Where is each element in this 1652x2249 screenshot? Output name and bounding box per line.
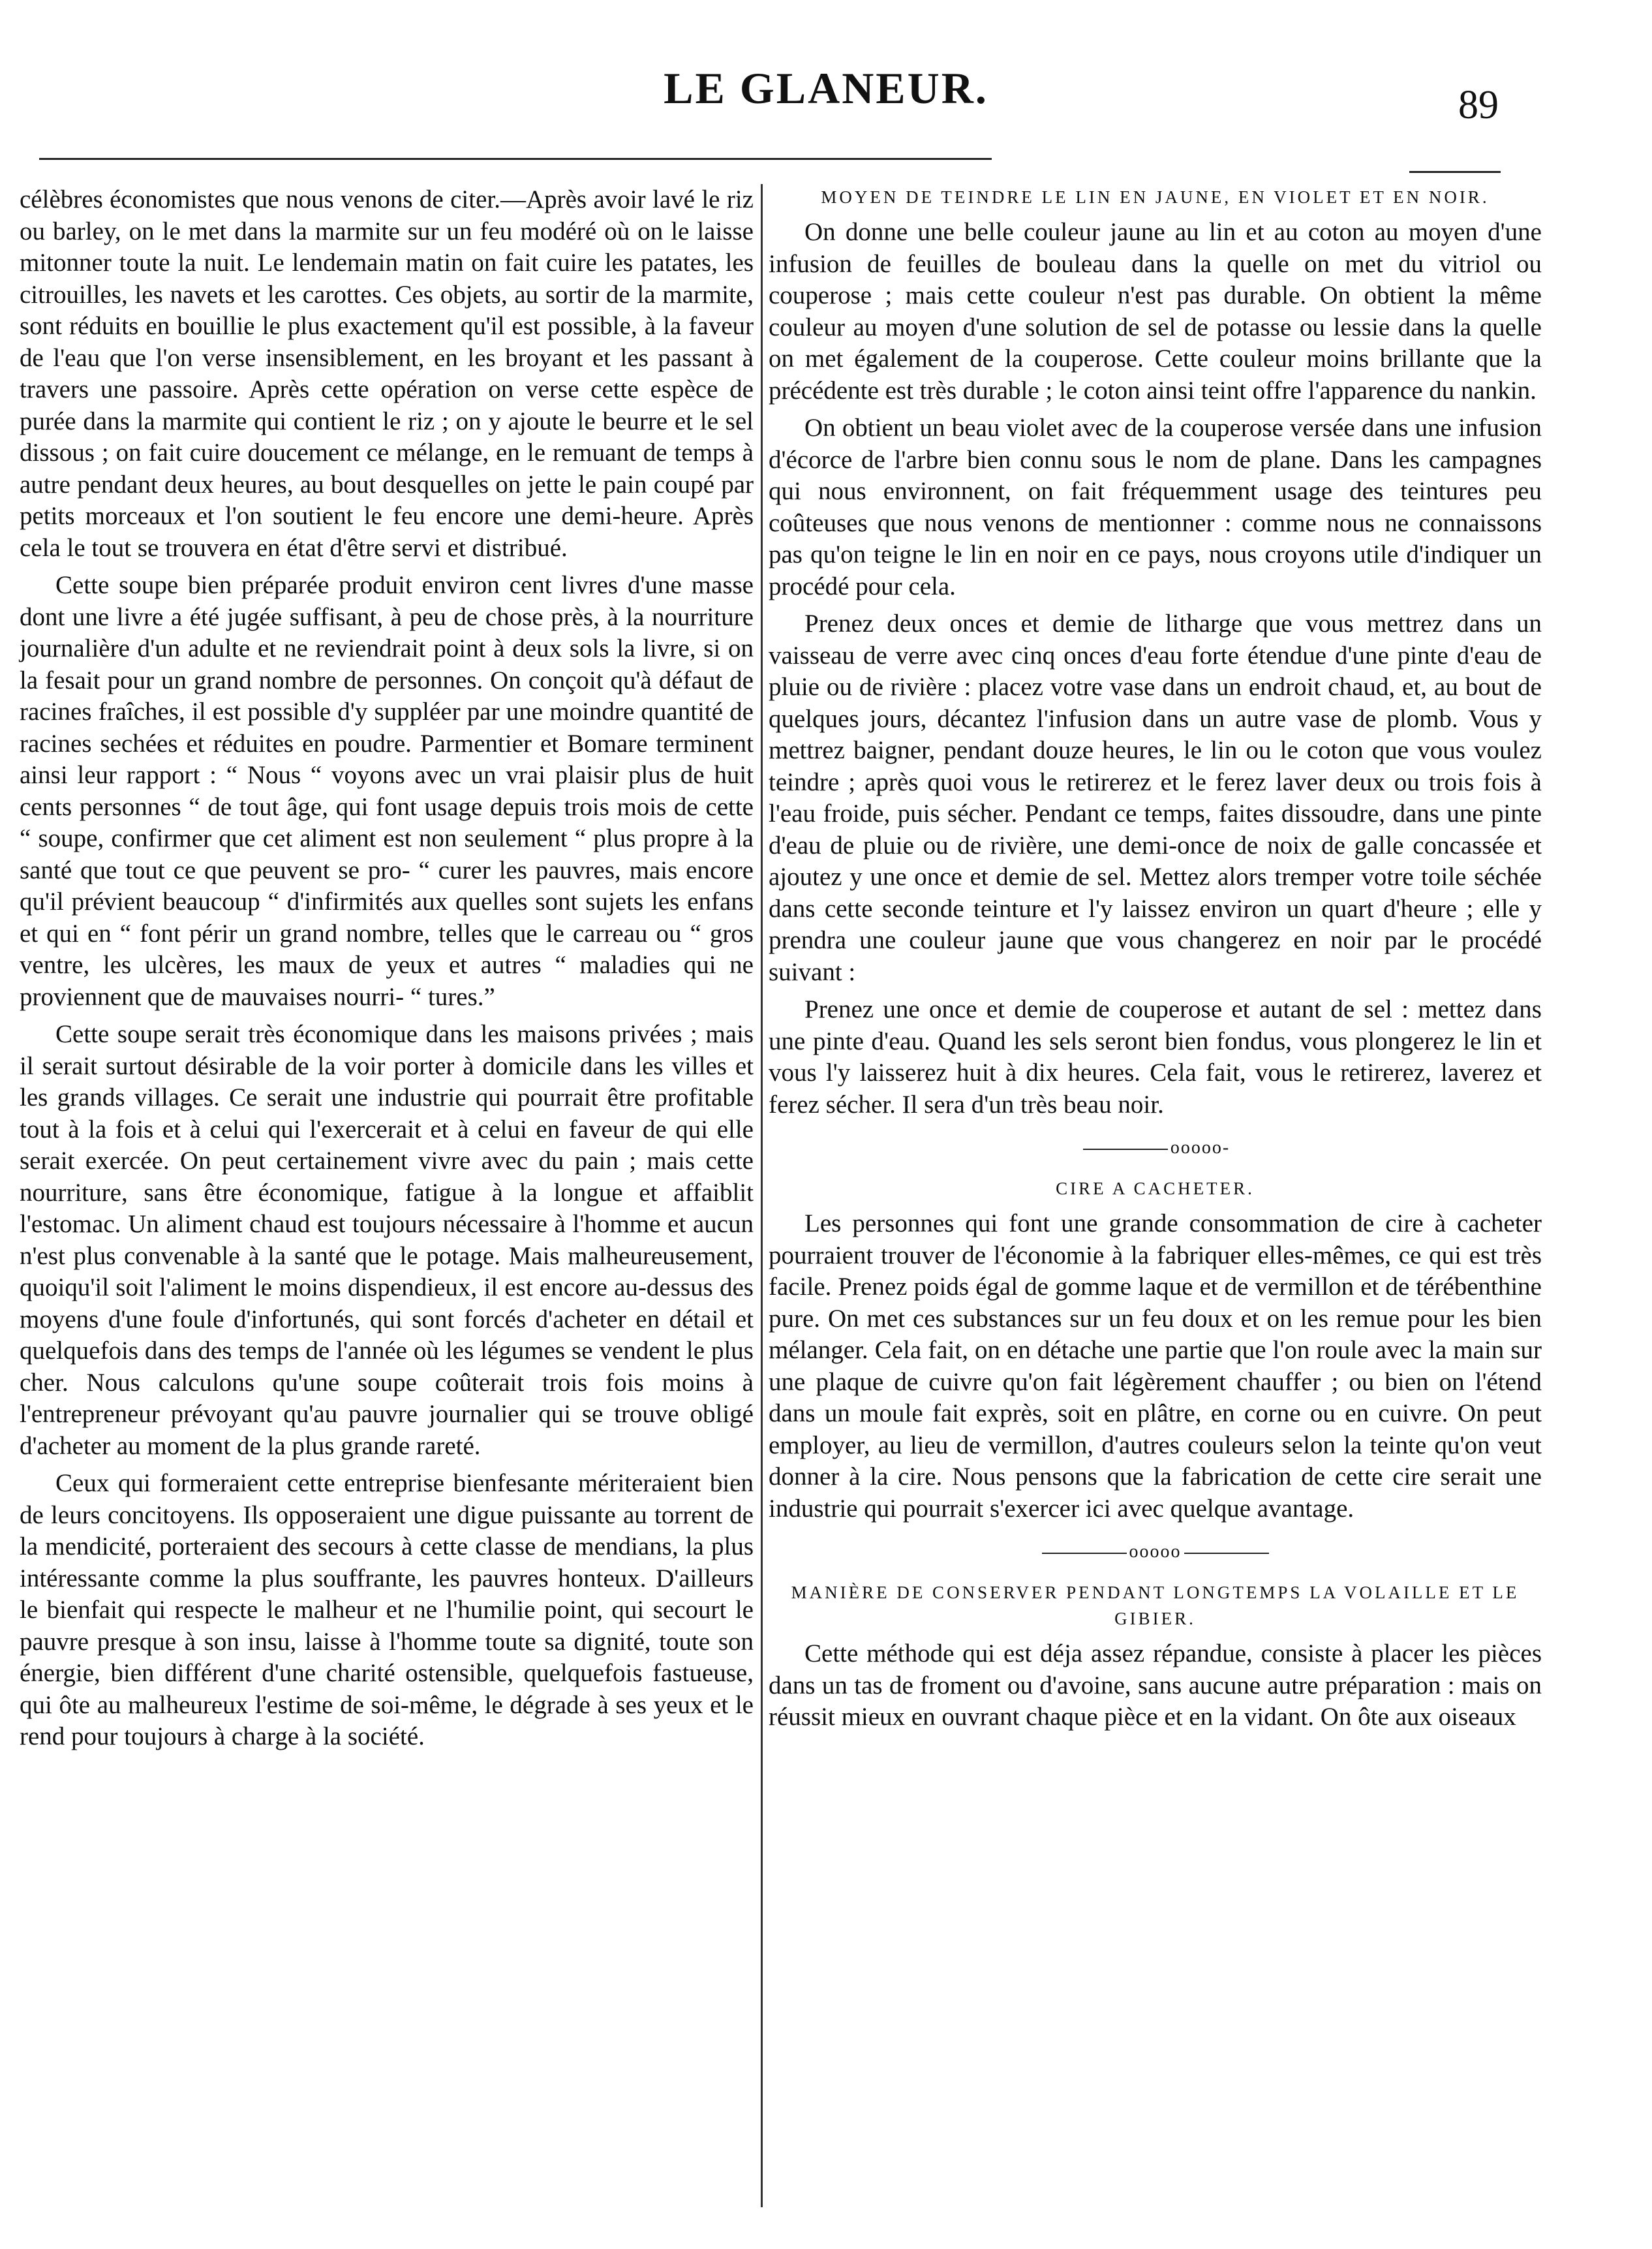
section-separator (769, 1135, 1542, 1161)
article-paragraph: Cette soupe bien préparée produit environ cent livres d'une masse dont une livre a été jugée suffisant, à peu de chose près, à la nourriture journalière d'un adulte et ne reviendrait point à deux sols la livre, si on la fesait pour un grand nombre de personnes. On conçoit qu'à défaut de racines fraîches, il est possible d'y suppléer par une moindre quantité de racines sechées et réduites en poudre. Parmentier et Bomare terminent ainsi leur rapport : “ Nous “ voyons avec un vrai plaisir plus de huit cents personnes “ de tout âge, qui font usage depuis trois mois de cette “ soupe, confirmer que cet aliment est non seulement “ plus propre à la santé que tout ce que peuvent se pro- “ curer les pauvres, mais encore qu'il prévient beaucoup “ d'infirmités aux quelles sont sujets les enfans et qui en “ font périr un grand nombre, telles que le carreau ou “ gros ventre, les ulcères, les maux de yeux et autres “ maladies qui ne proviennent que de mauvaises nourri- “ tures.” (20, 571, 754, 1011)
section-heading: MOYEN DE TEINDRE LE LIN EN JAUNE, EN VIOLET ET EN NOIR. (821, 187, 1490, 207)
left-column (20, 184, 754, 1753)
article-paragraph: Cette soupe serait très économique dans les maisons privées ; mais il serait surtout désirable de la voir porter à domicile dans les villes et les grands villages. Ce serait une industrie qui pourrait être profitable tout à la fois et à celui qui l'exercerait et à celui en faveur de qui elle serait exercée. On peut certainement vivre avec du pain ; mais cette nourriture, sans être économique, fatigue à la longue et affaiblit l'estomac. Un aliment chaud est toujours nécessaire à l'homme et aucun n'est plus convenable à la santé que le potage. Mais malheureusement, quoiqu'il soit l'aliment le moins dispendieux, il est encore au-dessus des moyens d'une foule d'infortunés, qui sont forcés d'acheter en détail et quelquefois dans des temps de l'année où les légumes se vendent le plus cher. Nous calculons qu'une soupe coûterait trois fois moins à l'entrepreneur prévoyant qu'au pauvre journalier qui se trouve obligé d'acheter au moment de la plus grande rareté. (20, 1020, 754, 1460)
right-column (769, 184, 1542, 1733)
separator-ornament: ooooo- (1170, 1138, 1231, 1158)
article-paragraph: Ceux qui formeraient cette entreprise bienfesante mériteraient bien de leurs concitoyens. Ils opposeraient une digue puissante au torrent de la mendicité, porteraient des secours à cette classe de mendians, la plus intéressante comme la plus souffrante, les pauvres honteux. D'ailleurs le bienfait qui respecte le malheur et ne l'humilie point, qui secourt le pauvre presque à son insu, laisse à l'homme toute sa dignité, toute son énergie, bien différent d'une charité ostensible, quelquefois fastueuse, qui ôte au malheureux l'estime de soi-même, le dégrade à ses yeux et le rend pour toujours à charge à la société. (20, 1469, 754, 1750)
article-paragraph: On donne une belle couleur jaune au lin et au coton au moyen d'une infusion de feuilles de bouleau dans la quelle on met du vitriol ou couperose ; mais cette couleur n'est pas durable. On obtient la même couleur au moyen d'une solution de sel de potasse ou lessie dans la quelle on met également de la couperose. Cette couleur moins brillante que la précédente est très durable ; le coton ainsi teint offre l'apparence du nankin. (769, 218, 1542, 405)
separator-ornament: ooooo (1129, 1542, 1182, 1562)
column-divider (761, 184, 763, 2207)
header-rule-short (1409, 171, 1501, 173)
article-paragraph: Cette méthode qui est déja assez répandue, consiste à placer les pièces dans un tas de froment ou d'avoine, sans aucune autre préparation : mais on réussit mieux en ouvrant chaque pièce et en la vidant. On ôte aux oiseaux (769, 1639, 1542, 1731)
section-heading: MANIÈRE DE CONSERVER PENDANT LONGTEMPS LA VOLAILLE ET LE GIBIER. (791, 1583, 1520, 1628)
page-number: 89 (1458, 83, 1499, 127)
article-paragraph: célèbres économistes que nous venons de citer.—Après avoir lavé le riz ou barley, on le met dans la marmite sur un feu modéré où on le laisse mitonner toute la nuit. Le lendemain matin on fait cuire les patates, les citrouilles, les navets et les carottes. Ces objets, au sortir de la marmite, sont réduits en bouillie le plus exactement qu'il est possible, à la faveur de l'eau que l'on verse insensiblement, en les broyant et les passant à travers une passoire. Après cette opération on verse cette espèce de purée dans la marmite qui contient le riz ; on y ajoute le beurre et le sel dissous ; on fait cuire doucement ce mélange, en le remuant de temps à autre pendant deux heures, au bout desquelles on jette le pain coupé par petits morceaux et l'on soutient le feu encore une demi-heure. Après cela le tout se trouvera en état d'être servi et distribué. (20, 185, 754, 562)
article-paragraph: On obtient un beau violet avec de la couperose versée dans une infusion d'écorce de l'arbre bien connu sous le nom de plane. Dans les campagnes qui nous environnent, on fait fréquemment usage des teintures peu coûteuses que nous venons de mentionner : comme nous ne connaissons pas qu'on teigne le lin en noir en ce pays, nous croyons utile d'indiquer un procédé pour cela. (769, 414, 1542, 600)
header-rule (39, 158, 992, 160)
article-paragraph: Les personnes qui font une grande consommation de cire à cacheter pourraient trouver de l'économie à la fabriquer elles-mêmes, ce qui est très facile. Prenez poids égal de gomme laque et de vermillon et de térébenthine pure. On met ces substances sur un feu doux et on les remue pour les bien mélanger. Cela fait, on en détache une partie que l'on roule avec la main sur une plaque de cuivre qu'on fait légèrement chauffer ; ou bien on l'étend dans un moule fait exprès, soit en plâtre, en corne ou en cuivre. On peut employer, au lieu de vermillon, d'autres couleurs selon la teinte qu'on veut donner à la cire. Nous pensons que la fabrication de cette cire serait une industrie qui pourrait s'exercer ici avec quelque avantage. (769, 1209, 1542, 1523)
section-heading: CIRE A CACHETER. (1056, 1179, 1255, 1198)
section-separator (769, 1539, 1542, 1565)
article-paragraph: Prenez une once et demie de couperose et autant de sel : mettez dans une pinte d'eau. Quand les sels seront bien fondus, vous plongerez le lin et vous l'y laisserez huit à dix heures. Cela fait, vous le retirerez, laverez et ferez sécher. Il sera d'un très beau noir. (769, 995, 1542, 1119)
article-paragraph: Prenez deux onces et demie de litharge que vous mettrez dans un vaisseau de verre avec cinq onces d'eau forte étendue d'une pinte d'eau de pluie ou de rivière : placez votre vase dans un endroit chaud, et, au bout de quelques jours, décantez l'infusion dans un autre vase de plomb. Vous y mettrez baigner, pendant douze heures, le lin ou le coton que vous voulez teindre ; après quoi vous le retirerez et le ferez laver deux ou trois fois à l'eau froide, puis sécher. Pendant ce temps, faites dissoudre, dans une pinte d'eau de pluie ou de rivière, une demi-once de noix de galle concassée et ajoutez y une once et demie de sel. Mettez alors tremper votre toile séchée dans cette seconde teinture et l'y laissez environ un quart d'heure ; elle y prendra une couleur jaune que vous changerez en noir par le procédé suivant : (769, 610, 1542, 986)
page-title: LE GLANEUR. (664, 63, 988, 113)
